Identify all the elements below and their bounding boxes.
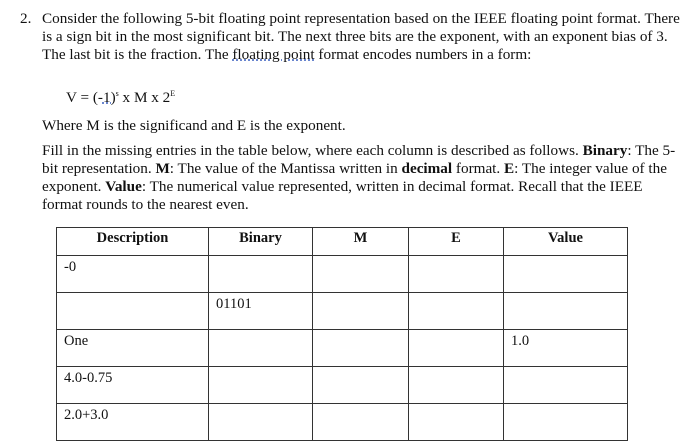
cell[interactable]: [209, 330, 313, 367]
cell[interactable]: 2.0+3.0: [57, 404, 209, 441]
fill-instructions: [42, 142, 682, 214]
value-desc: : The numerical value represented, written in decimal format. Recall that the IEEE format rounds to the nearest even.: [42, 178, 643, 213]
cell[interactable]: [313, 330, 409, 367]
cell[interactable]: [409, 367, 504, 404]
table-header-row: [57, 228, 628, 256]
formula-sup-s: s: [115, 89, 119, 98]
cell[interactable]: [409, 293, 504, 330]
cell[interactable]: [409, 256, 504, 293]
intro-text: Consider the following 5-bit floating point representation based on the IEEE floating point format. There is a sign bit in the most significant bit. The next three bits are the exponent, with an exponent bias of 3. The last bit is the fraction. The: [42, 10, 680, 63]
header-m: M: [313, 228, 409, 256]
e-label: E: [504, 160, 515, 177]
e-desc: : The integer value of the exponent.: [42, 160, 667, 195]
header-value: Value: [504, 228, 628, 256]
header-binary: Binary: [209, 228, 313, 256]
cell[interactable]: [209, 256, 313, 293]
fill-intro: Fill in the missing entries in the table below, where each column is described as follows.: [42, 142, 583, 159]
m-desc2: format.: [452, 160, 504, 177]
formula-sup-e: E: [170, 89, 176, 98]
cell[interactable]: [409, 330, 504, 367]
header-description: Description: [57, 228, 209, 256]
m-desc: : The value of the Mantissa written in: [169, 160, 402, 177]
cell[interactable]: [313, 367, 409, 404]
cell[interactable]: 1.0: [504, 330, 628, 367]
table-row: [57, 367, 628, 404]
cell[interactable]: 4.0-0.75: [57, 367, 209, 404]
formula-mid: x M x 2: [118, 89, 171, 107]
cell[interactable]: One: [57, 330, 209, 367]
header-e: E: [409, 228, 504, 256]
cell[interactable]: [504, 293, 628, 330]
cell[interactable]: [209, 367, 313, 404]
where-text: Where M is the significand and E is the exponent.: [42, 117, 346, 134]
value-label: Value: [105, 178, 142, 195]
cell[interactable]: 01101: [209, 293, 313, 330]
question-intro: [42, 10, 682, 64]
formula-lhs: V = (-: [66, 89, 103, 107]
question-number: 2.: [20, 10, 32, 27]
cell[interactable]: -0: [57, 256, 209, 293]
table-row: [57, 330, 628, 367]
cell[interactable]: [57, 293, 209, 330]
cell[interactable]: [313, 256, 409, 293]
decimal-word: decimal: [401, 160, 453, 177]
table-row: [57, 293, 628, 330]
cell[interactable]: [504, 367, 628, 404]
intro-text-end: format encodes numbers in a form:: [314, 46, 532, 63]
m-label: M: [155, 160, 170, 177]
binary-desc: : The 5-bit representation.: [42, 142, 676, 177]
fp-table: [56, 227, 628, 441]
cell[interactable]: [313, 293, 409, 330]
floating-point-link[interactable]: floating point: [232, 46, 315, 63]
formula-one: 1): [102, 89, 116, 107]
formula: [66, 89, 175, 107]
cell[interactable]: [504, 256, 628, 293]
binary-label: Binary: [582, 142, 628, 159]
table-row: [57, 256, 628, 293]
